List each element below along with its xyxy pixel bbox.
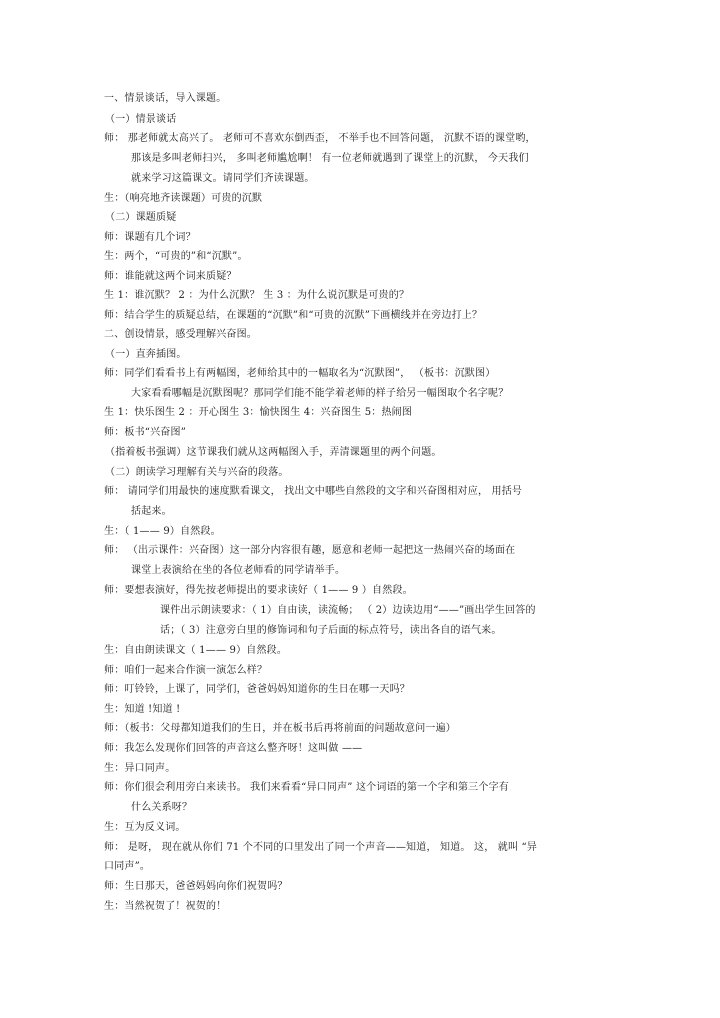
text-line: 师： 是呀， 现在就从你们 71 个不同的口里发出了同一个声音——知道， 知道。 这， 就叫 “异 [104, 842, 538, 853]
text-line: 括起来。 [131, 506, 172, 517]
text-line: 生 1：快乐图生 2 ：开心图生 3：愉快图生 4：兴奋图生 5：热闹图 [104, 407, 413, 418]
text-line: 师：板书“兴奋图” [104, 427, 187, 438]
text-line: 师：叮铃铃，上课了，同学们，爸爸妈妈知道你的生日在哪一天吗？ [104, 684, 410, 695]
text-line: 师：生日那天，爸爸妈妈向你们祝贺吗？ [104, 881, 288, 892]
text-line: 什么关系呀？ [131, 802, 193, 813]
text-line: 口同声”。 [104, 861, 151, 872]
text-line: 师：同学们看看书上有两幅图，老师给其中的一幅取名为“沉默图”， （板书：沉默图） [104, 368, 496, 379]
text-line: 就来学习这篇课文。请同学们齐读课题。 [131, 173, 315, 184]
text-line: 生：互为反义词。 [104, 822, 186, 833]
text-line: 师：课题有几个词？ [104, 232, 196, 243]
text-line: 那该是多叫老师扫兴， 多叫老师尴尬啊！ 有一位老师就遇到了课堂上的沉默， 今天我们 [131, 153, 529, 164]
text-line: 师：结合学生的质疑总结，在课题的“沉默”和“可贵的沉默”下画横线并在旁边打上？ [104, 310, 483, 321]
text-line: 生：知道 !知道 ! [104, 704, 181, 715]
text-line: 师： 那老师就太高兴了。 老师可不喜欢东倒西歪， 不举手也不回答问题， 沉默不语的课堂哟， [104, 133, 536, 144]
text-line: 师：你们很会利用旁白来读书。 我们来看看“异口同声” 这个词语的第一个字和第三个字有 [104, 782, 509, 793]
text-line: 师：谁能就这两个词来质疑？ [104, 271, 237, 282]
text-line: 生：（响亮地齐读课题）可贵的沉默 [104, 193, 263, 204]
text-line: 话；（ 3）注意旁白里的修饰词和句子后面的标点符号，读出各自的语气来。 [160, 625, 502, 636]
text-line: 师：要想表演好，得先按老师提出的要求读好（ 1—— 9 ）自然段。 [104, 585, 413, 596]
section-heading-2: 二、创设情景，感受理解兴奋图。 [104, 329, 257, 340]
text-line: 课堂上表演给在坐的各位老师看的同学请举手。 [131, 565, 346, 576]
subsection-heading: （二）朗读学习理解有关与兴奋的段落。 [105, 467, 289, 478]
text-line: 师：我怎么发现你们回答的声音这么整齐呀！这叫做 —— [104, 743, 363, 754]
subsection-heading: （一）情景谈话 [105, 114, 177, 125]
subsection-heading: （二）课题质疑 [105, 212, 177, 223]
text-line: （指着板书强调）这节课我们就从这两幅图入手，弄清课题里的两个问题。 [105, 447, 442, 458]
text-line: 生：异口同声。 [104, 763, 176, 774]
text-line: 师：（板书：父母都知道我们的生日，并在板书后再将前面的问题故意问一遍） [104, 723, 456, 734]
text-line: 生：（ 1—— 9）自然段。 [104, 526, 221, 537]
text-line: 师： （出示课件：兴奋图）这一部分内容很有趣，愿意和老师一起把这一热闹兴奋的场面在 [104, 545, 516, 556]
section-heading-1: 一、情景谈话，导入课题。 [104, 93, 227, 104]
text-line: 师： 请同学们用最快的速度默看课文， 找出文中哪些自然段的文字和兴奋图相对应， 用括号 [104, 486, 523, 497]
text-line: 生：两个，“可贵的”和“沉默”。 [104, 251, 248, 262]
text-line: 生 1：谁沉默？ 2 ：为什么沉默？ 生 3 ：为什么说沉默是可贵的？ [104, 290, 410, 301]
text-line: 生：当然祝贺了！祝贺的！ [104, 901, 227, 912]
subsection-heading: （一）直奔插图。 [105, 349, 187, 360]
text-line: 大家看看哪幅是沉默图呢？那同学们能不能学着老师的样子给另一幅图取个名字呢？ [131, 388, 509, 399]
text-line: 课件出示朗读要求：（ 1）自由读，读流畅； （ 2）边读边用“——”画出学生回答的 [160, 605, 536, 616]
text-line: 师：咱们一起来合作演一演怎么样？ [104, 665, 268, 676]
text-line: 生：自由朗读课文（ 1—— 9）自然段。 [104, 645, 288, 656]
